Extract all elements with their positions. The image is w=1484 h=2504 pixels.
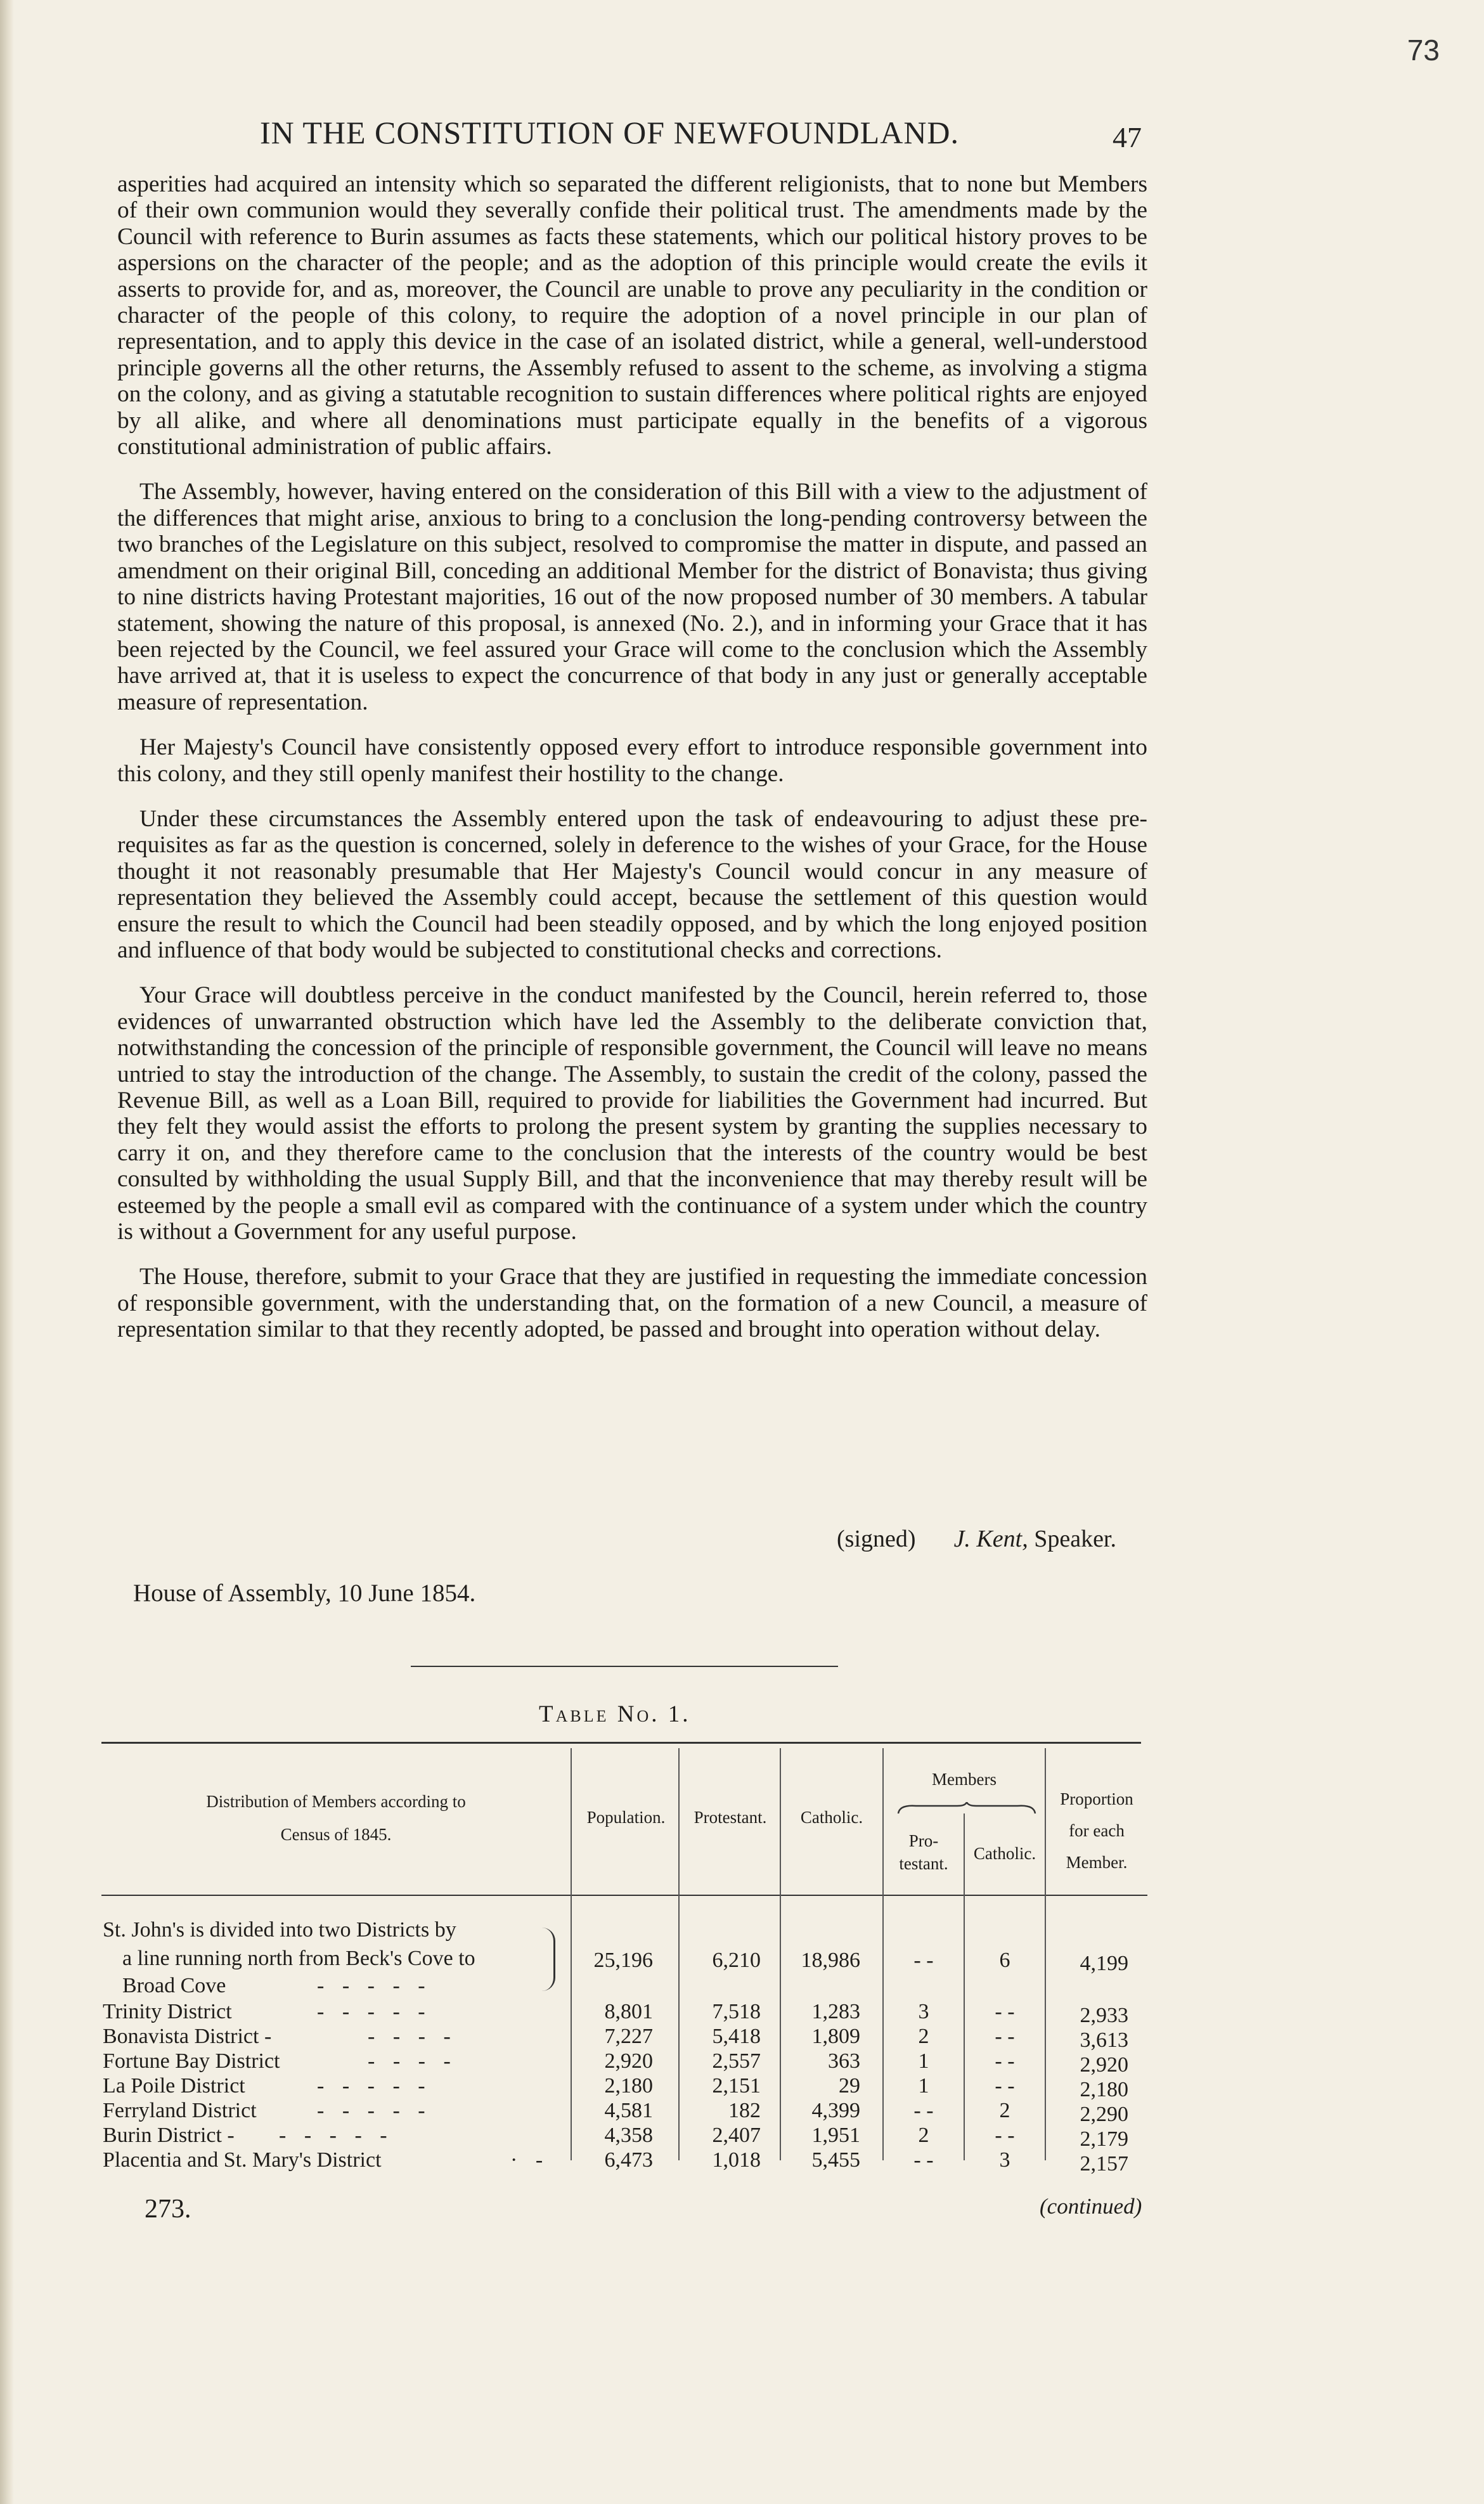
- proportion-cell: 2,933: [1080, 2004, 1128, 2027]
- stjohns-line-1: St. John's is divided into two Districts by: [103, 1918, 456, 1942]
- catholic-cell: 29: [839, 2074, 860, 2098]
- stjohns-line-3: Broad Cove: [122, 1974, 226, 1997]
- signatory-name: J. Kent,: [953, 1526, 1028, 1552]
- district-name: Placentia and St. Mary's District: [103, 2148, 382, 2172]
- population-cell: 7,227: [604, 2025, 653, 2048]
- header-members: Members: [932, 1770, 997, 1789]
- district-name: Burin District -: [103, 2124, 235, 2147]
- section-divider: [411, 1666, 838, 1667]
- signed-label: (signed): [837, 1526, 916, 1552]
- members-catholic-cell: - -: [995, 2049, 1015, 2073]
- proportion-cell: 2,920: [1080, 2053, 1128, 2077]
- signature-line: [837, 1525, 1116, 1553]
- proportion-cell: 2,157: [1080, 2152, 1128, 2176]
- population-cell: 8,801: [604, 2000, 653, 2023]
- stjohns-leader-dashes: - - - - -: [317, 1974, 432, 1997]
- paragraph-3: Her Majesty's Council have consistently opposed every effort to introduce responsible government into this colony, and they still openly manifest their hostility to the change.: [117, 734, 1147, 787]
- header-members-protestant: Pro- testant.: [899, 1831, 948, 1873]
- table-header-rule: [101, 1895, 1147, 1896]
- stjohns-brace: [542, 1928, 555, 1991]
- members-protestant-cell: 2: [918, 2025, 929, 2048]
- members-catholic-cell: - -: [995, 2000, 1015, 2023]
- members-protestant-cell: 1: [918, 2074, 929, 2098]
- leader-dashes: - - - - -: [317, 2099, 432, 2122]
- catholic-cell: 5,455: [811, 2148, 860, 2172]
- header-members-catholic: Catholic.: [973, 1844, 1036, 1863]
- proportion-cell: 2,179: [1080, 2127, 1128, 2151]
- population-cell: 2,180: [604, 2074, 653, 2098]
- table-top-rule: [101, 1742, 1141, 1744]
- members-catholic-cell: 3: [999, 2148, 1010, 2172]
- header-protestant: Protestant.: [694, 1808, 767, 1827]
- members-protestant-cell: - -: [913, 2148, 934, 2172]
- place-date: House of Assembly, 10 June 1854.: [133, 1580, 476, 1607]
- members-protestant-cell: 2: [918, 2124, 929, 2147]
- protestant-cell: 5,418: [712, 2025, 761, 2048]
- paragraph-6: The House, therefore, submit to your Grace that they are justified in requesting the immediate concession of responsible government, with the understanding that, on the formation of a new Council, a measure of representation similar to that they recently adopted, be passed and brought into operation without delay.: [117, 1264, 1147, 1343]
- leader-dashes: - - - - -: [317, 2074, 432, 2098]
- header-catholic: Catholic.: [800, 1808, 863, 1827]
- page-reference: 273.: [145, 2195, 191, 2224]
- catholic-cell: 1,283: [811, 2000, 860, 2023]
- folio-number: 47: [1113, 121, 1142, 153]
- leader-dashes: - - - -: [368, 2025, 457, 2048]
- leader-dashes: - - - - -: [279, 2124, 394, 2147]
- catholic-cell: 363: [828, 2049, 860, 2073]
- protestant-cell: 2,151: [712, 2074, 761, 2098]
- catholic-cell: 4,399: [811, 2099, 860, 2122]
- running-head: IN THE CONSTITUTION OF NEWFOUNDLAND.: [260, 115, 960, 150]
- catholic-cell: 1,809: [811, 2025, 860, 2048]
- protestant-cell: 182: [728, 2099, 761, 2122]
- header-proportion: Proportion for each Member.: [1060, 1789, 1133, 1872]
- district-name: Ferryland District: [103, 2099, 257, 2122]
- stjohns-population: 25,196: [593, 1949, 653, 1972]
- stjohns-members-protestant: - -: [913, 1949, 934, 1972]
- members-catholic-cell: - -: [995, 2074, 1015, 2098]
- population-cell: 6,473: [604, 2148, 653, 2172]
- district-name: La Poile District: [103, 2074, 245, 2098]
- members-brace: [897, 1802, 1036, 1815]
- stjohns-catholic: 18,986: [801, 1949, 860, 1972]
- protestant-cell: 2,407: [712, 2124, 761, 2147]
- paragraph-1: asperities had acquired an intensity which so separated the different religionists, that to none but Members of their own communion would they severally confide their political trust. The amendments made by the Council with reference to Burin assumes as facts these statements, which our political history proves to be aspersions on the character of the people; and as the adoption of this principle would create the evils it asserts to provide for, and as, moreover, the Council are unable to prove any peculiarity in the condition or character of the people of this colony, to require the adoption of a novel principle in our plan of representation, and to apply this device in the case of an isolated district, while a general, well-understood principle governs all the other returns, the Assembly refused to assent to the scheme, as involving a stigma on the colony, and as giving a statutable recognition to sustain differences where political rights are enjoyed by all alike, and where all denominations must participate equally in the benefits of a vigorous constitutional administration of public affairs.: [117, 171, 1147, 460]
- header-population: Population.: [586, 1808, 666, 1827]
- population-cell: 4,358: [604, 2124, 653, 2147]
- header-distribution: Distribution of Members according to Census of 1845.: [206, 1792, 466, 1844]
- stjohns-proportion: 4,199: [1080, 1952, 1128, 1975]
- proportion-cell: 2,290: [1080, 2103, 1128, 2126]
- population-cell: 4,581: [604, 2099, 653, 2122]
- stjohns-protestant: 6,210: [712, 1949, 761, 1972]
- paragraph-2: The Assembly, however, having entered on the consideration of this Bill with a view to the adjustment of the differences that might arise, anxious to bring to a conclusion the long-pending controversy between the two branches of the Legislature on this subject, resolved to compromise the matter in dispute, and passed an amendment on their original Bill, conceding an additional Member for the district of Bonavista; thus giving to nine districts having Protestant majorities, 16 out of the now proposed number of 30 members. A tabular statement, showing the nature of this proposal, is annexed (No. 2.), and in informing your Grace that it has been rejected by the Council, we feel assured your Grace will come to the conclusion which the Assembly have arrived at, that it is useless to expect the concurrence of that body in any just or generally acceptable measure of representation.: [117, 479, 1147, 715]
- leader-dashes: - - - - -: [317, 2000, 432, 2023]
- members-catholic-cell: - -: [995, 2124, 1015, 2147]
- paragraph-4: Under these circumstances the Assembly entered upon the task of endeavouring to adjust these pre-requisites as far as the question is concerned, solely in deference to the wishes of your Grace, for the House thought it not reasonably presumable that Her Majesty's Council would concur in any measure of representation they believed the Assembly could accept, because the settlement of this question would ensure the result to which the Council had been steadily opposed, and by which the long enjoyed position and influence of that body would be subjected to constitutional checks and corrections.: [117, 805, 1147, 963]
- members-protestant-cell: 1: [918, 2049, 929, 2073]
- district-name: Bonavista District -: [103, 2025, 272, 2048]
- continued-note: (continued): [1040, 2194, 1142, 2219]
- proportion-cell: 3,613: [1080, 2028, 1128, 2052]
- book-spine-edge: [0, 0, 14, 2504]
- members-catholic-cell: 2: [999, 2099, 1010, 2122]
- population-cell: 2,920: [604, 2049, 653, 2073]
- leader-dashes: · -: [510, 2148, 550, 2172]
- protestant-cell: 2,557: [712, 2049, 761, 2073]
- protestant-cell: 7,518: [712, 2000, 761, 2023]
- scan-page-number: 73: [1407, 34, 1440, 67]
- stjohns-members-catholic: 6: [999, 1949, 1010, 1972]
- table-caption: Table No. 1.: [539, 1701, 691, 1727]
- protestant-cell: 1,018: [712, 2148, 761, 2172]
- signatory-title: Speaker.: [1034, 1526, 1116, 1552]
- column-divider: [571, 1748, 572, 2160]
- catholic-cell: 1,951: [811, 2124, 860, 2147]
- paragraph-5: Your Grace will doubtless perceive in the conduct manifested by the Council, herein referred to, those evidences of unwarranted obstruction which have led the Assembly to the deliberate conviction that, notwithstanding the concession of the principle of responsible government, the Council will leave no means untried to stay the introduction of the change. The Assembly, to sustain the credit of the colony, passed the Revenue Bill, as well as a Loan Bill, required to provide for liabilities the Government had incurred. But they felt they would assist the efforts to prolong the present system by granting the supplies necessary to carry it on, and they therefore came to the conclusion that the interests of the country would be best consulted by withholding the usual Supply Bill, and that the inconvenience that may thereby result will be esteemed by the people a small evil as compared with the continuance of a system under which the country is without a Government for any useful purpose.: [117, 982, 1147, 1245]
- body-text: [117, 171, 1147, 1362]
- members-protestant-cell: 3: [918, 2000, 929, 2023]
- leader-dashes: - - - -: [368, 2049, 457, 2073]
- stjohns-line-2: a line running north from Beck's Cove to: [122, 1947, 475, 1970]
- members-catholic-cell: - -: [995, 2025, 1015, 2048]
- district-name: Fortune Bay District: [103, 2049, 280, 2073]
- members-protestant-cell: - -: [913, 2099, 934, 2122]
- district-name: Trinity District: [103, 2000, 232, 2023]
- proportion-cell: 2,180: [1080, 2078, 1128, 2101]
